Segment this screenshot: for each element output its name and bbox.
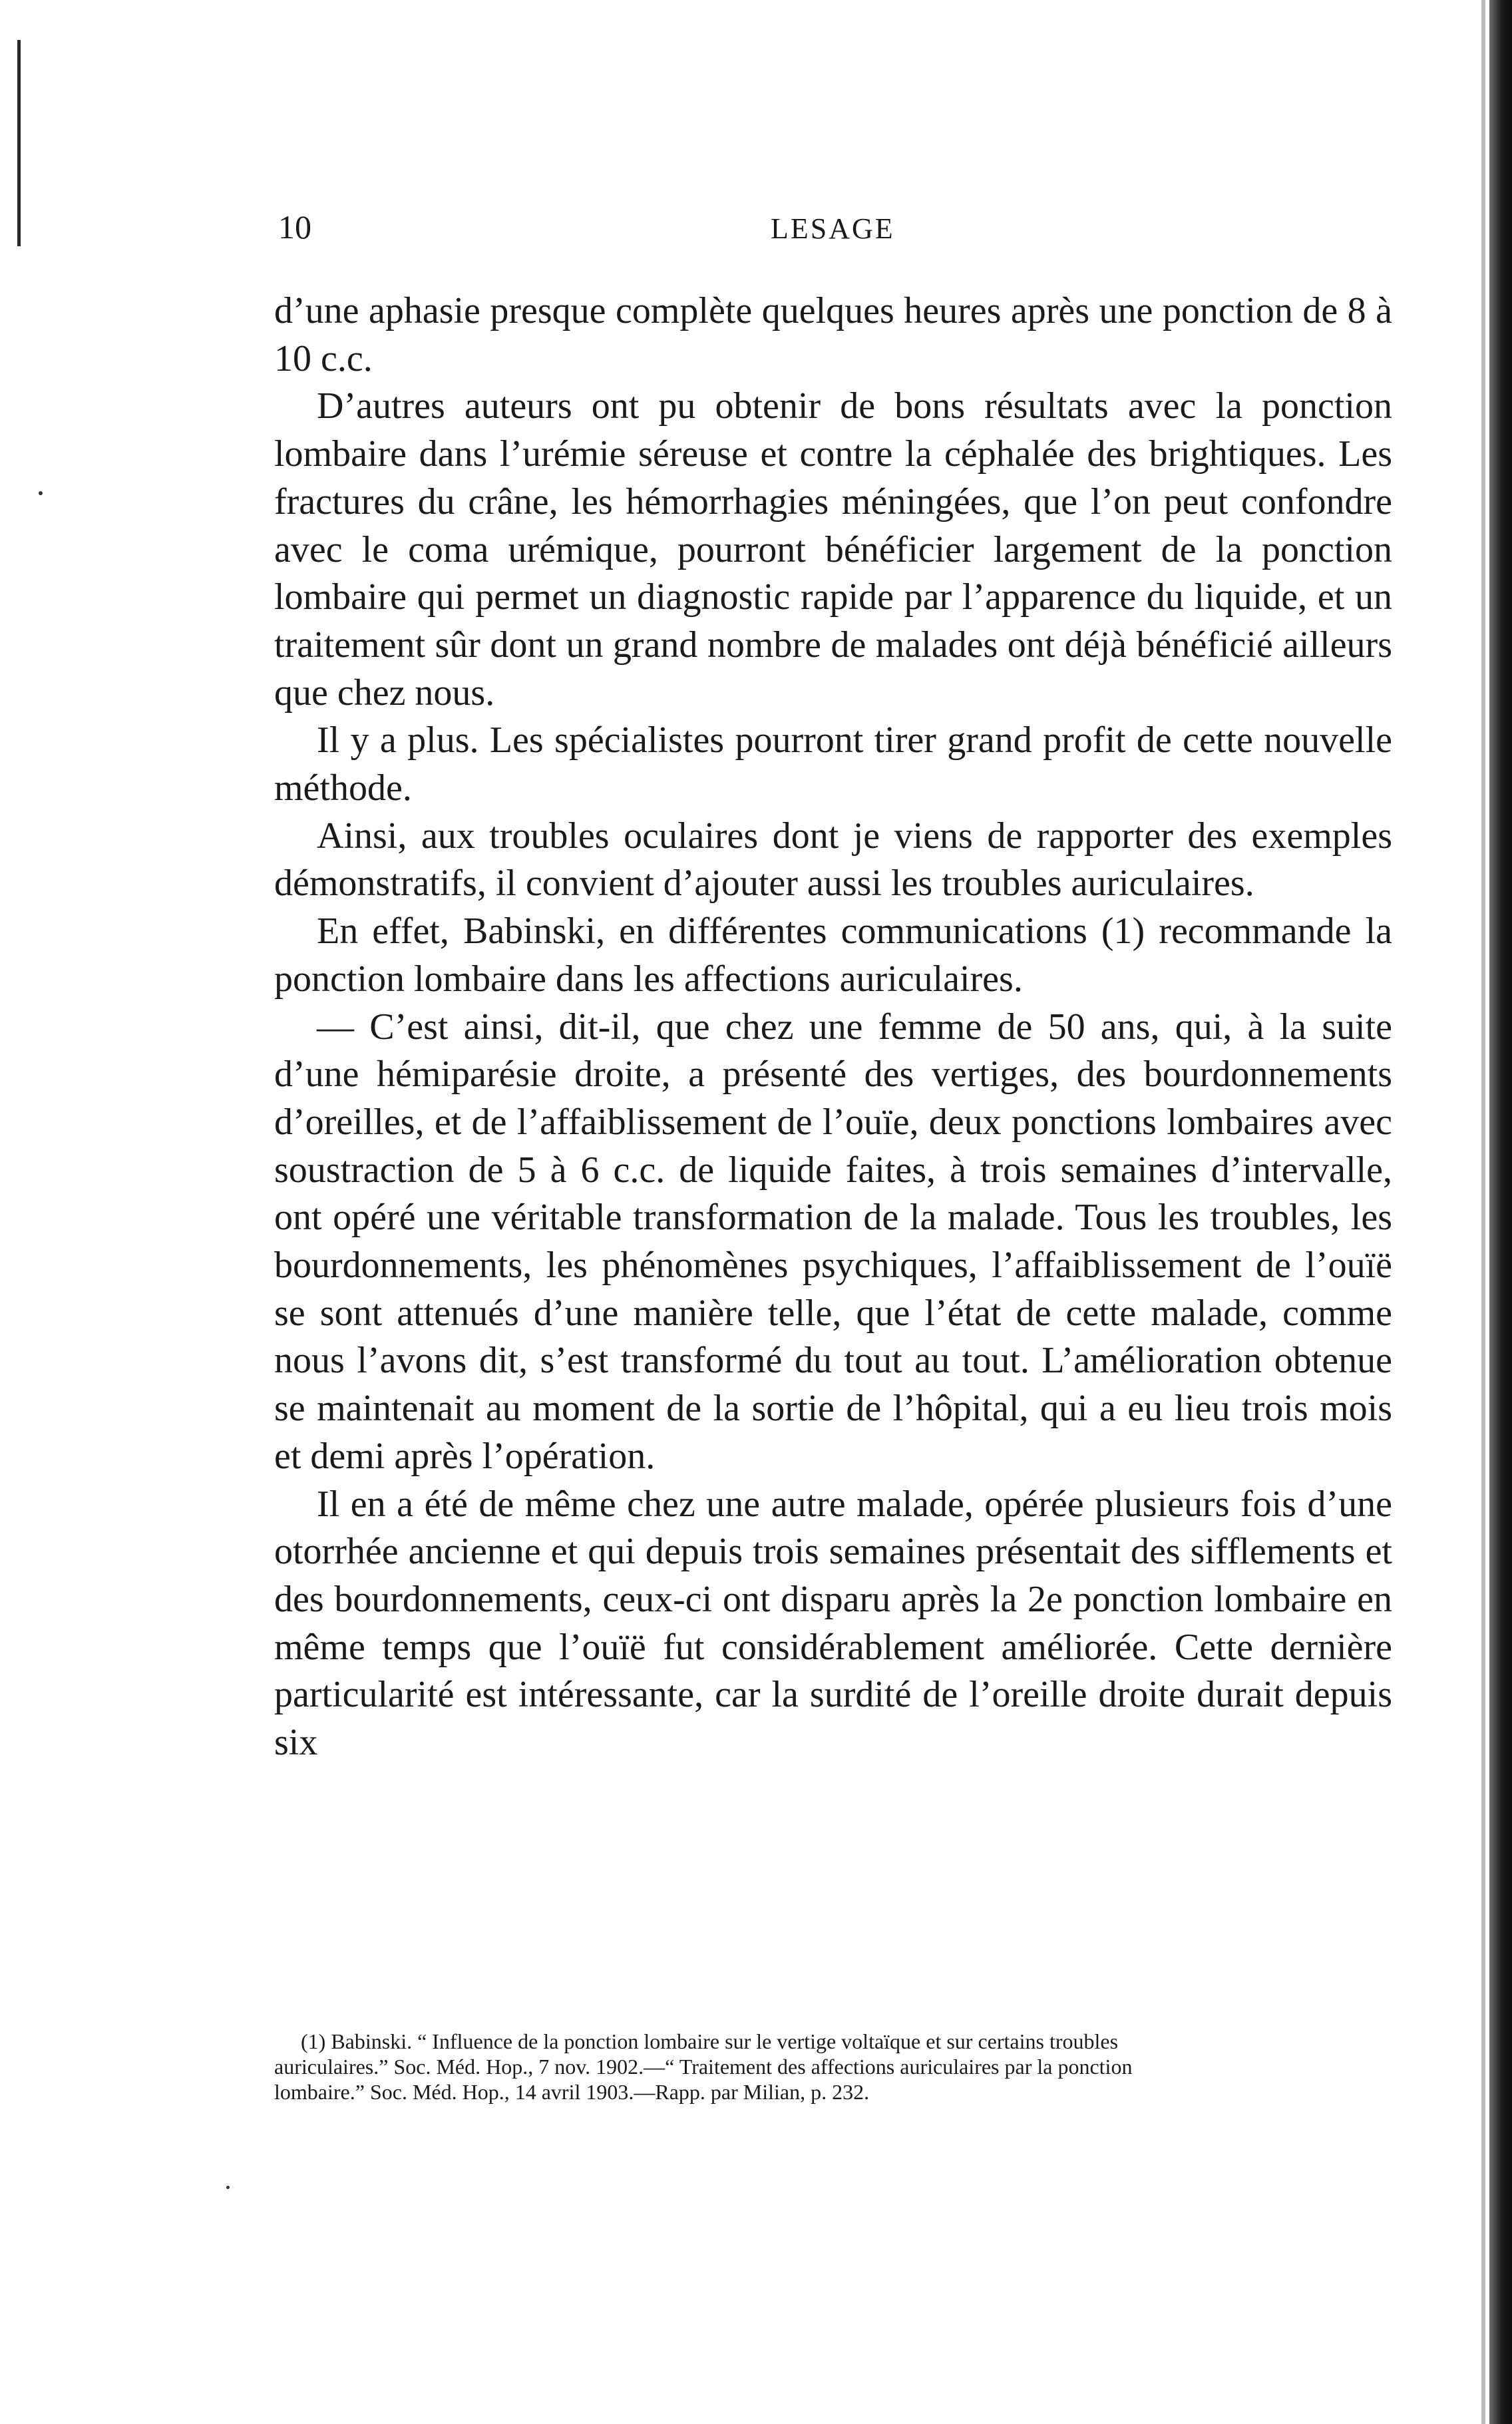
paragraph-6: — C’est ainsi, dit-il, que chez une femme de 50 ans, qui, à la suite d’une hémiparésie droite, a présenté des vertiges, des bourdonnements d’oreilles, et de l’affaiblissement de l’ouïe, deux ponctions lombaires avec soustraction de 5 à 6 c.c. de liquide faites, à trois semaines d’intervalle, ont opéré une véritable transformation de la malade. Tous les troubles, les bourdonnements, les phénomènes psychiques, l’affaiblissement de l’ouïë se sont attenués d’une manière telle, que l’état de cette malade, comme nous l’avons dit, s’est transformé du tout au tout. L’amélioration obtenue se maintenait au moment de la sortie de l’hôpital, qui a eu lieu trois mois et demi après l’opération. xyxy=(274,1006,1392,1477)
page-number: 10 xyxy=(278,208,311,246)
running-head: LESAGE xyxy=(771,212,895,245)
scan-speck xyxy=(226,2186,230,2189)
scan-edge-right xyxy=(1489,0,1512,2424)
paragraph-3: Il y a plus. Les spécialistes pourront tirer grand profit de cette nouvelle méthode. xyxy=(274,719,1392,809)
paragraph-7: Il en a été de même chez une autre malade, opérée plusieurs fois d’une otorrhée ancienne et qui depuis trois semaines présentait des sifflements et des bourdonnements, ceux-ci ont disparu après la 2e ponction lombaire en même temps que l’ouïë fut considérablement améliorée. Cette dernière particularité est intéressante, car la surdité de l’oreille droite durait depuis six xyxy=(274,1483,1392,1764)
scan-edge-right-inner xyxy=(1481,0,1485,2424)
paragraph-2: D’autres auteurs ont pu obtenir de bons résultats avec la ponction lombaire dans l’urémie séreuse et contre la céphalée des brightiques. Les fractures du crâne, les hémorrhagies méningées, que l’on peut confondre avec le coma urémique, pourront bénéficier largement de la ponction lombaire qui permet un diagnostic rapide par l’apparence du liquide, et un traitement sûr dont un grand nombre de malades ont déjà bénéficié ailleurs que chez nous. xyxy=(274,385,1392,713)
paragraph-1: d’une aphasie presque complète quelques heures après une ponction de 8 à 10 c.c. xyxy=(274,290,1392,379)
footnote xyxy=(274,2029,1392,2105)
footnote-line-1: (1) Babinski. “ Influence de la ponction lombaire sur le vertige voltaïque et sur certains troubles xyxy=(301,2029,1119,2053)
footnote-line-3: lombaire.” Soc. Méd. Hop., 14 avril 1903.—Rapp. par Milian, p. 232. xyxy=(274,2080,870,2104)
footnote-line-2: auriculaires.” Soc. Méd. Hop., 7 nov. 1902.—“ Traitement des affections auriculaires par la ponction xyxy=(274,2055,1133,2079)
scan-edge-left xyxy=(17,40,21,246)
scan-speck xyxy=(39,491,43,495)
paragraph-5: En effet, Babinski, en différentes communications (1) recommande la ponction lombaire dans les affections auriculaires. xyxy=(274,910,1392,1000)
paragraph-4: Ainsi, aux troubles oculaires dont je viens de rapporter des exemples démonstratifs, il convient d’ajouter aussi les troubles auriculaires. xyxy=(274,815,1392,905)
body-text xyxy=(274,288,1392,1767)
page-header xyxy=(278,208,1396,254)
